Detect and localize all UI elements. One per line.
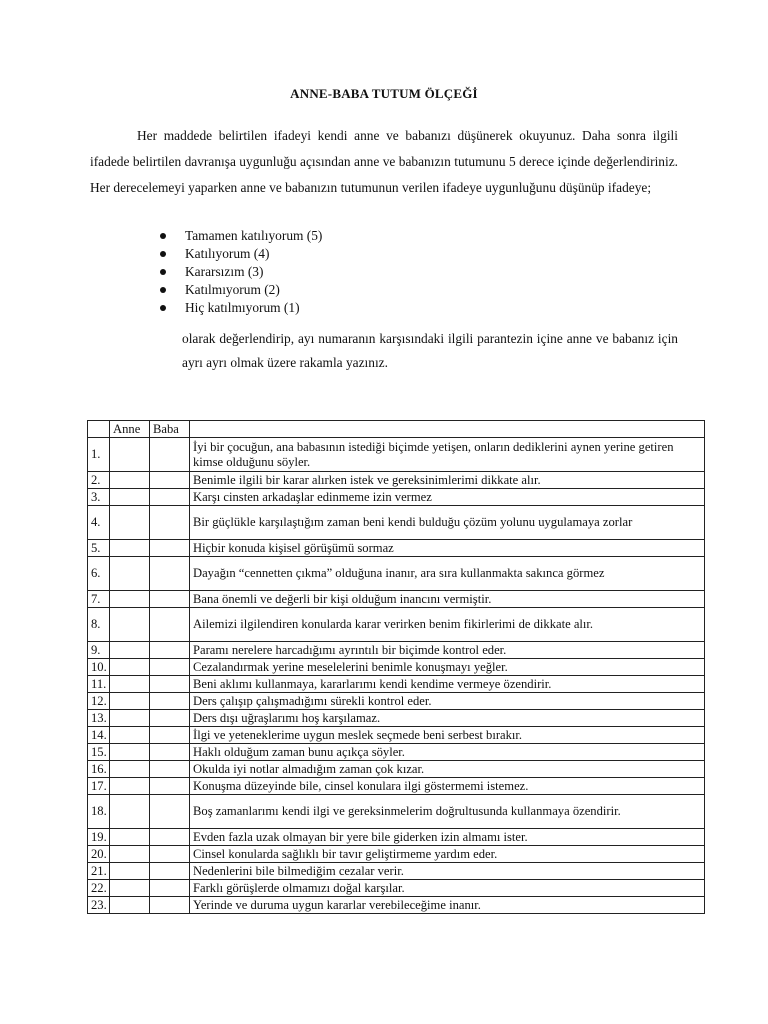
row-number: 1. [88,438,110,472]
statement-text: Haklı olduğum zaman bunu açıkça söyler. [190,744,705,761]
bullet-icon [160,305,166,311]
row-number: 4. [88,506,110,540]
row-number: 19. [88,829,110,846]
bullet-icon [160,287,166,293]
baba-answer-cell[interactable] [150,489,190,506]
baba-answer-cell[interactable] [150,693,190,710]
baba-answer-cell[interactable] [150,880,190,897]
statement-text: İyi bir çocuğun, ana babasının istediği biçimde yetişen, onların dediklerini aynen yerine getiren kimse olduğunu söyler. [190,438,705,472]
anne-answer-cell[interactable] [110,897,150,914]
rating-option-label: Kararsızım (3) [185,264,264,279]
anne-answer-cell[interactable] [110,506,150,540]
row-number: 3. [88,489,110,506]
statement-text: Bana önemli ve değerli bir kişi olduğum inancını vermiştir. [190,591,705,608]
baba-answer-cell[interactable] [150,438,190,472]
baba-answer-cell[interactable] [150,676,190,693]
row-number: 10. [88,659,110,676]
anne-answer-cell[interactable] [110,608,150,642]
table-row [88,795,705,829]
statement-text: Ailemizi ilgilendiren konularda karar verirken benim fikirlerimi de dikkate alır. [190,608,705,642]
table-row [88,761,705,778]
anne-answer-cell[interactable] [110,880,150,897]
table-row [88,659,705,676]
anne-answer-cell[interactable] [110,659,150,676]
anne-answer-cell[interactable] [110,829,150,846]
row-number: 7. [88,591,110,608]
statement-text: Ders çalışıp çalışmadığımı sürekli kontrol eder. [190,693,705,710]
header-anne: Anne [110,421,150,438]
rating-option-label: Katılıyorum (4) [185,246,270,261]
table-row [88,778,705,795]
row-number: 2. [88,472,110,489]
bullet-icon [160,233,166,239]
statement-text: Beni aklımı kullanmaya, kararlarımı kendi kendime vermeye özendirir. [190,676,705,693]
statement-text: Benimle ilgili bir karar alırken istek ve gereksinimlerimi dikkate alır. [190,472,705,489]
table-row [88,591,705,608]
row-number: 17. [88,778,110,795]
row-number: 6. [88,557,110,591]
statement-text: Nedenlerini bile bilmediğim cezalar verir. [190,863,705,880]
table-row [88,829,705,846]
anne-answer-cell[interactable] [110,778,150,795]
table-row [88,642,705,659]
bullet-icon [160,269,166,275]
page-title: ANNE-BABA TUTUM ÖLÇEĞİ [290,86,478,101]
baba-answer-cell[interactable] [150,642,190,659]
anne-answer-cell[interactable] [110,693,150,710]
row-number: 21. [88,863,110,880]
statement-text: Okulda iyi notlar almadığım zaman çok kızar. [190,761,705,778]
rating-option [158,227,322,245]
header-number [88,421,110,438]
table-row [88,472,705,489]
statement-text: Karşı cinsten arkadaşlar edinmeme izin vermez [190,489,705,506]
row-number: 9. [88,642,110,659]
table-row [88,744,705,761]
row-number: 5. [88,540,110,557]
anne-answer-cell[interactable] [110,846,150,863]
row-number: 8. [88,608,110,642]
baba-answer-cell[interactable] [150,557,190,591]
anne-answer-cell[interactable] [110,676,150,693]
table-row [88,846,705,863]
baba-answer-cell[interactable] [150,608,190,642]
row-number: 22. [88,880,110,897]
row-number: 15. [88,744,110,761]
anne-answer-cell[interactable] [110,557,150,591]
row-number: 11. [88,676,110,693]
table-row [88,557,705,591]
closing-instructions: olarak değerlendirip, ayı numaranın karşısındaki ilgili parantezin içine anne ve babanız için ayrı ayrı olmak üzere rakamla yazınız. [182,331,678,370]
baba-answer-cell[interactable] [150,846,190,863]
row-number: 20. [88,846,110,863]
table-row [88,880,705,897]
table-row [88,727,705,744]
statement-text: Paramı nerelere harcadığımı ayrıntılı bir biçimde kontrol eder. [190,642,705,659]
table-row [88,693,705,710]
row-number: 18. [88,795,110,829]
baba-answer-cell[interactable] [150,472,190,489]
rating-option [158,263,322,281]
anne-answer-cell[interactable] [110,489,150,506]
row-number: 23. [88,897,110,914]
row-number: 16. [88,761,110,778]
rating-option-label: Tamamen katılıyorum (5) [185,228,323,243]
baba-answer-cell[interactable] [150,506,190,540]
table-row [88,897,705,914]
row-number: 14. [88,727,110,744]
anne-answer-cell[interactable] [110,761,150,778]
bullet-icon [160,251,166,257]
row-number: 12. [88,693,110,710]
table-row [88,863,705,880]
anne-answer-cell[interactable] [110,591,150,608]
statement-text: Cinsel konularda sağlıklı bir tavır geliştirmeme yardım eder. [190,846,705,863]
anne-answer-cell[interactable] [110,438,150,472]
header-statement [190,421,705,438]
row-number: 13. [88,710,110,727]
questionnaire-table [87,420,705,914]
baba-answer-cell[interactable] [150,540,190,557]
instructions-paragraph: Her maddede belirtilen ifadeyi kendi anne ve babanızı düşünerek okuyunuz. Daha sonra ilgili ifadede belirtilen davranışa uygunluğu açısından anne ve babanızın tutumunu 5 derece içinde değerlendiriniz. Her derecelemeyi yaparken anne ve babanızın tutumunun verilen ifadeye uygunluğunu düşünüp ifadeye; [90,128,678,195]
statement-text: Farklı görüşlerde olmamızı doğal karşılar. [190,880,705,897]
baba-answer-cell[interactable] [150,727,190,744]
baba-answer-cell[interactable] [150,778,190,795]
baba-answer-cell[interactable] [150,761,190,778]
table-row [88,540,705,557]
anne-answer-cell[interactable] [110,710,150,727]
anne-answer-cell[interactable] [110,642,150,659]
statement-text: Ders dışı uğraşlarımı hoş karşılamaz. [190,710,705,727]
statement-text: Konuşma düzeyinde bile, cinsel konulara ilgi göstermemi istemez. [190,778,705,795]
table-row [88,608,705,642]
rating-options-list [158,227,322,317]
baba-answer-cell[interactable] [150,829,190,846]
table-row [88,438,705,472]
anne-answer-cell[interactable] [110,540,150,557]
rating-option [158,281,322,299]
statement-text: Boş zamanlarımı kendi ilgi ve gereksinmelerim doğrultusunda kullanmaya özendirir. [190,795,705,829]
table-row [88,506,705,540]
header-baba: Baba [150,421,190,438]
statement-text: Dayağın “cennetten çıkma” olduğuna inanır, ara sıra kullanmakta sakınca görmez [190,557,705,591]
baba-answer-cell[interactable] [150,795,190,829]
table-row [88,489,705,506]
statement-text: Yerinde ve duruma uygun kararlar verebileceğime inanır. [190,897,705,914]
baba-answer-cell[interactable] [150,897,190,914]
anne-answer-cell[interactable] [110,744,150,761]
statement-text: İlgi ve yeteneklerime uygun meslek seçmede beni serbest bırakır. [190,727,705,744]
rating-option [158,245,322,263]
statement-text: Evden fazla uzak olmayan bir yere bile giderken izin almamı ister. [190,829,705,846]
rating-option [158,299,322,317]
table-row [88,710,705,727]
table-header-row [88,421,705,438]
table-row [88,676,705,693]
baba-answer-cell[interactable] [150,710,190,727]
anne-answer-cell[interactable] [110,727,150,744]
baba-answer-cell[interactable] [150,863,190,880]
anne-answer-cell[interactable] [110,863,150,880]
baba-answer-cell[interactable] [150,659,190,676]
statement-text: Bir güçlükle karşılaştığım zaman beni kendi bulduğu çözüm yolunu uygulamaya zorlar [190,506,705,540]
baba-answer-cell[interactable] [150,591,190,608]
statement-text: Cezalandırmak yerine meselelerini benimle konuşmayı yeğler. [190,659,705,676]
rating-option-label: Hiç katılmıyorum (1) [185,300,300,315]
baba-answer-cell[interactable] [150,744,190,761]
rating-option-label: Katılmıyorum (2) [185,282,280,297]
statement-text: Hiçbir konuda kişisel görüşümü sormaz [190,540,705,557]
anne-answer-cell[interactable] [110,472,150,489]
anne-answer-cell[interactable] [110,795,150,829]
